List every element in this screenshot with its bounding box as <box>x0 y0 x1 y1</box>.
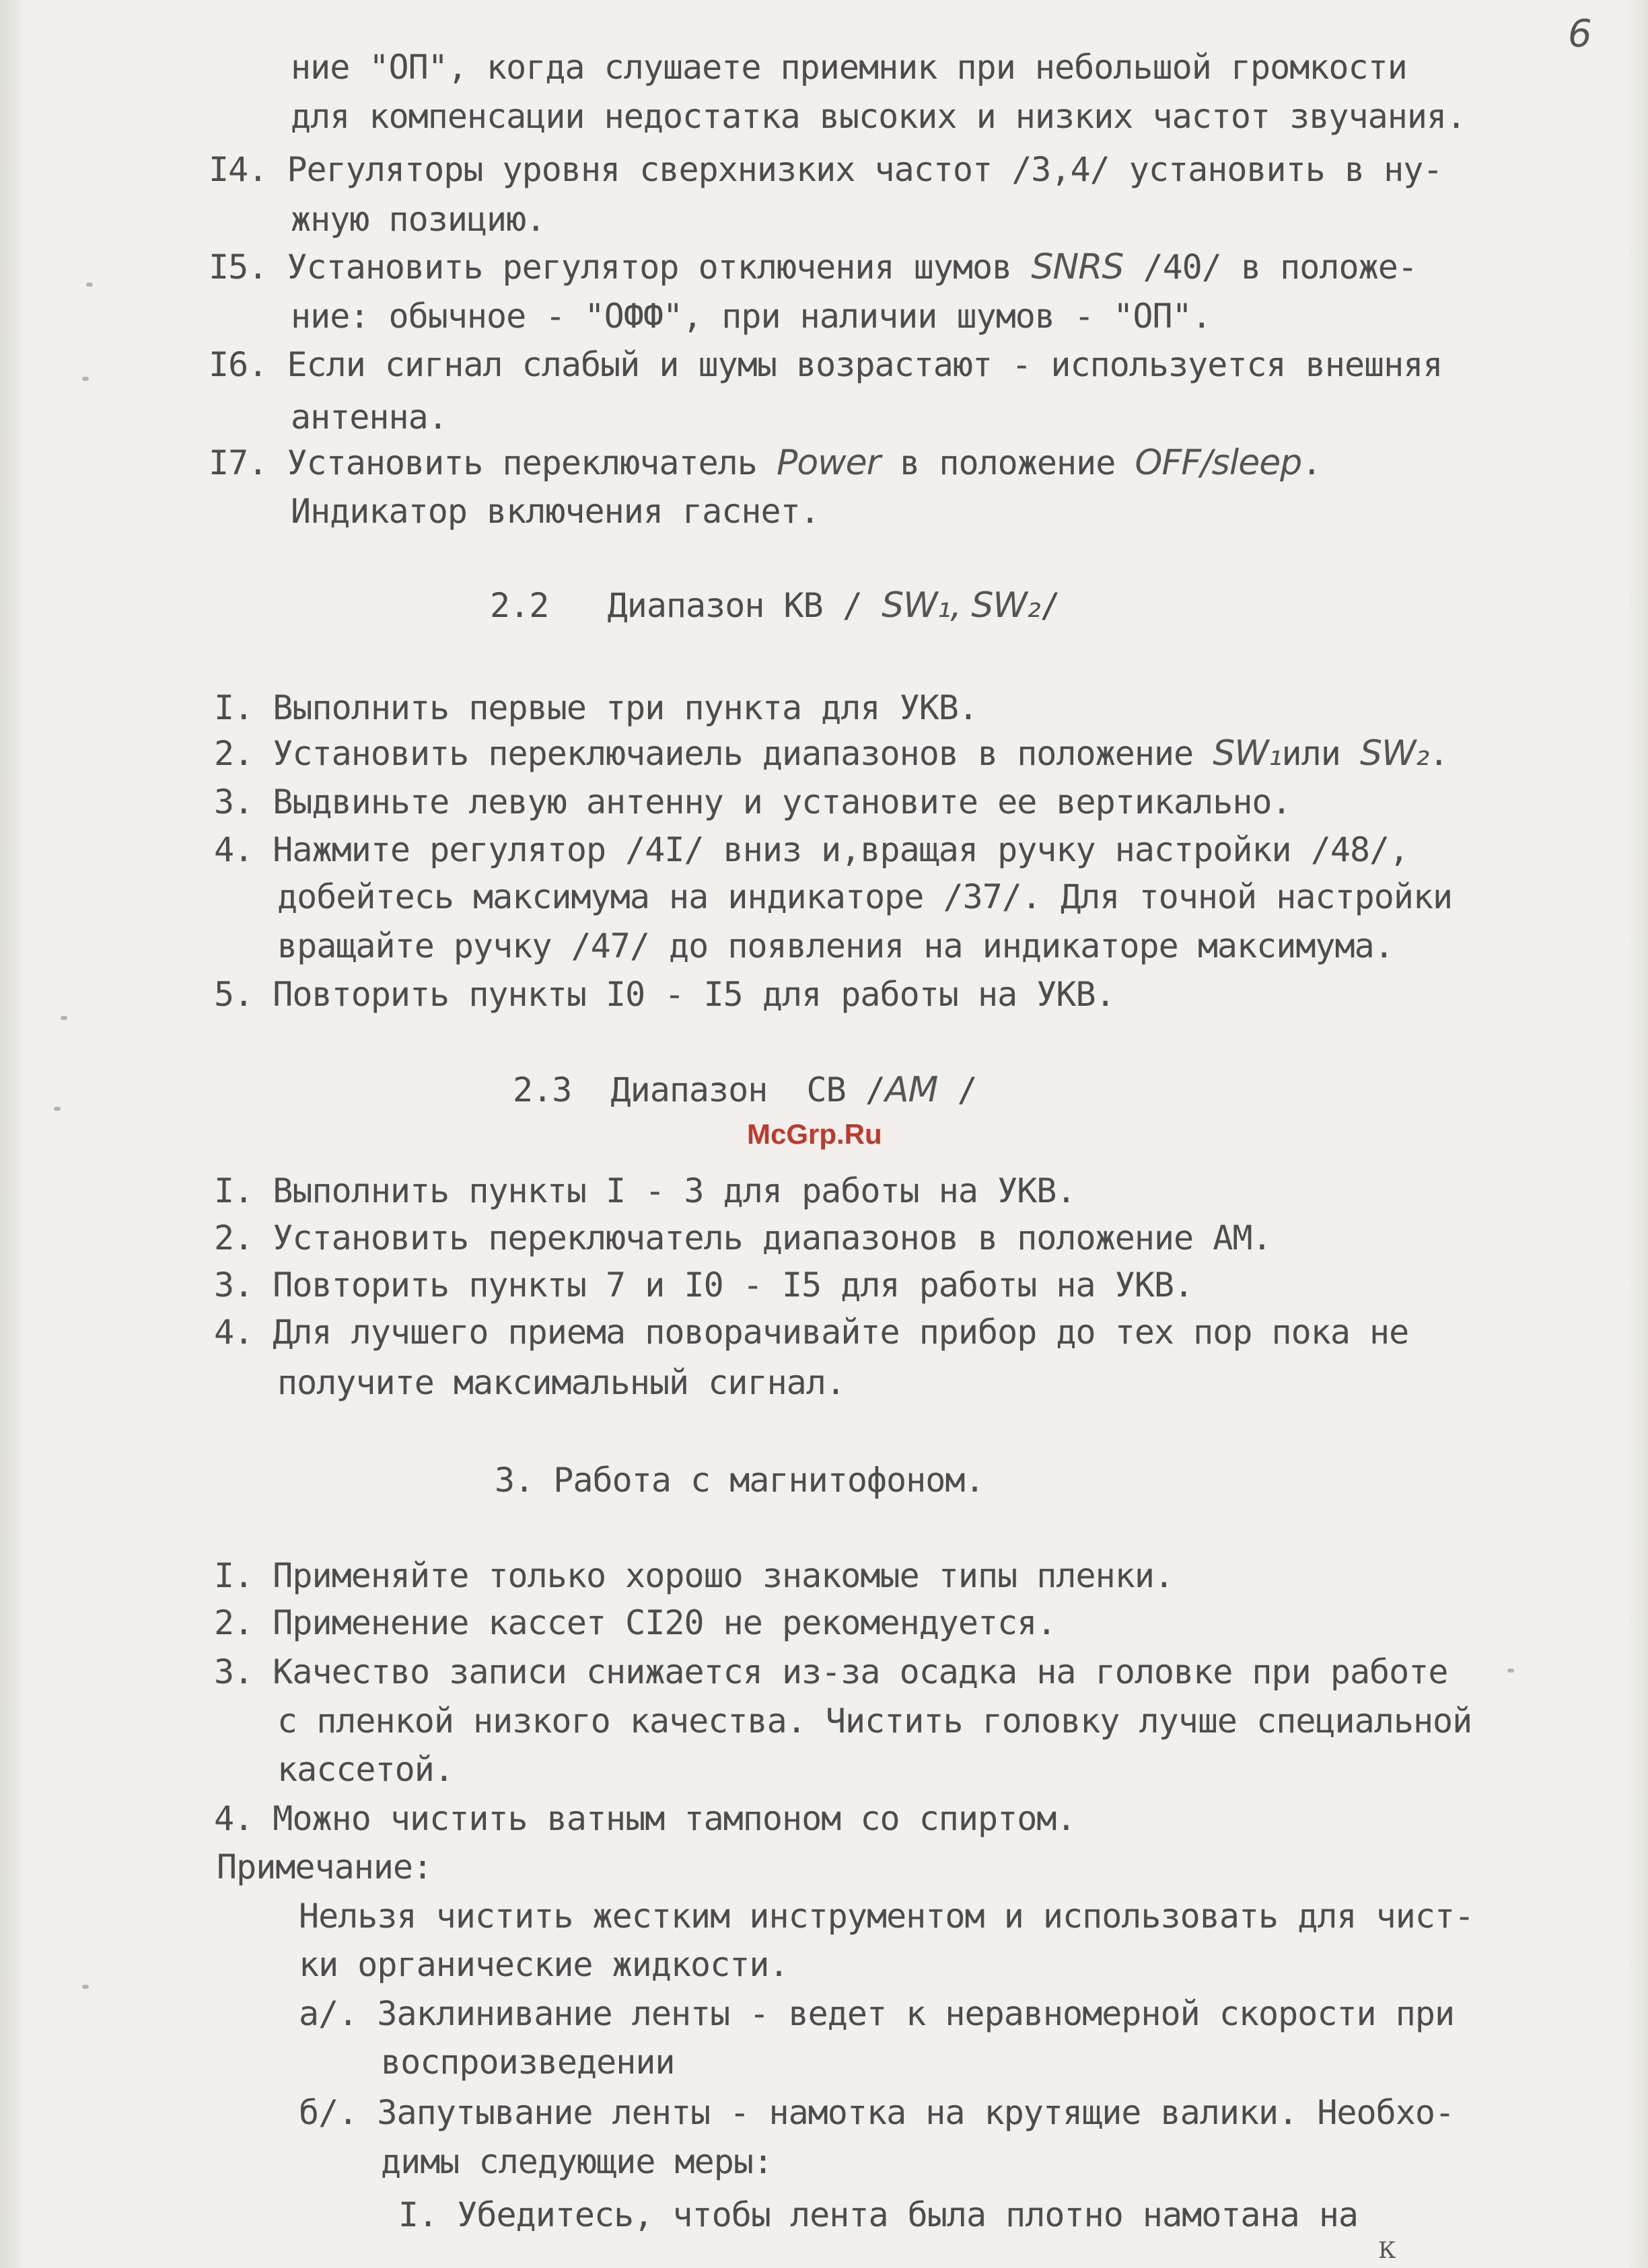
text-line: 2. Применение кассет CI20 не рекомендуется. <box>214 1603 1056 1642</box>
text-line: антенна. <box>291 398 447 437</box>
text-segment: /40/ в положе- <box>1123 248 1417 287</box>
text-line: I. Убедитесь, чтобы лента была плотно намотана на <box>398 2195 1359 2234</box>
text-line: жную позицию. <box>291 200 546 239</box>
text-line: I. Применяйте только хорошо знакомые типы пленки. <box>214 1556 1174 1595</box>
text-line: 3. Выдвиньте левую антенну и установите ее вертикально. <box>214 782 1291 821</box>
text-line: димы следующие меры: <box>381 2142 773 2181</box>
text-segment: I5. Установить регулятор отключения шумов <box>209 248 1032 287</box>
page-number: 6 <box>1568 12 1592 56</box>
text-line: а/. Заклинивание ленты - ведет к неравномерной скорости при <box>299 1994 1455 2033</box>
handwritten-power: Power <box>776 443 881 483</box>
section-heading-2-3 <box>513 1070 977 1110</box>
text-segment: . <box>1301 443 1322 482</box>
text-segment: 2. Установить переключаиель диапазонов в положение <box>214 734 1213 773</box>
text-line: 4. Для лучшего приема поворачивайте прибор до тех пор пока не <box>214 1313 1409 1352</box>
text-line: вращайте ручку /47/ до появления на индикаторе максимума. <box>277 926 1394 965</box>
text-line-sw <box>214 733 1448 774</box>
scan-speck <box>86 283 93 287</box>
text-line: б/. Запутывание ленты - намотка на крутящие валики. Необхо- <box>299 2093 1455 2132</box>
watermark: McGrp.Ru <box>747 1118 882 1150</box>
text-segment: в положение <box>880 443 1135 482</box>
text-line: ние "ОП", когда слушаете приемник при небольшой громкости <box>291 48 1407 87</box>
note-label: Примечание: <box>217 1848 433 1887</box>
scan-speck <box>82 377 89 381</box>
text-line: 5. Повторить пункты I0 - I5 для работы на УКВ. <box>214 975 1115 1014</box>
text-line-snrs <box>209 247 1417 287</box>
handwritten-sw1: SW₁ <box>1213 733 1282 774</box>
text-segment: . <box>1429 734 1449 773</box>
text-line: воспроизведении <box>381 2043 675 2082</box>
text-line-power <box>209 443 1321 483</box>
text-line: добейтесь максимума на индикаторе /37/. Для точной настройки <box>277 877 1453 916</box>
text-line: 3. Качество записи снижается из-за осадка на головке при работе <box>214 1652 1448 1691</box>
scan-speck <box>82 1985 89 1989</box>
text-segment: / <box>1040 586 1060 625</box>
scan-speck <box>54 1107 61 1111</box>
text-line: I4. Регуляторы уровня сверхнизких частот /3,4/ установить в ну- <box>209 150 1443 189</box>
page-left-shadow <box>0 0 27 2268</box>
text-line: I. Выполнить первые три пункта для УКВ. <box>214 688 978 727</box>
text-line: получите максимальный сигнал. <box>277 1363 845 1402</box>
text-segment: / <box>937 1070 977 1109</box>
text-segment: или <box>1281 734 1360 773</box>
handwritten-sw: SW₁, SW₂ <box>882 585 1040 626</box>
text-line: Нельзя чистить жестким инструментом и использовать для чист- <box>299 1897 1474 1936</box>
page-right-shadow <box>1628 0 1648 2268</box>
text-line: 4. Нажмите регулятор /4I/ вниз и,вращая ручку настройки /48/, <box>214 830 1409 869</box>
text-line: I6. Если сигнал слабый и шумы возрастают - используется внешняя <box>209 345 1443 384</box>
text-line: ки органические жидкости. <box>299 1945 789 1984</box>
handwritten-am: AM <box>884 1070 938 1110</box>
scan-speck <box>1507 1669 1514 1673</box>
text-segment: 2.2 Диапазон КВ / <box>490 586 882 625</box>
text-line: 3. Повторить пункты 7 и I0 - I5 для работы на УКВ. <box>214 1266 1194 1305</box>
text-segment: 2.3 Диапазон СВ / <box>513 1070 885 1109</box>
section-heading-2-2 <box>490 585 1060 626</box>
corner-mark: К <box>1378 2237 1396 2264</box>
text-line: с пленкой низкого качества. Чистить головку лучше специальной <box>277 1702 1472 1741</box>
section-heading-3: 3. Работа с магнитофоном. <box>495 1461 984 1500</box>
text-line: I. Выполнить пункты I - 3 для работы на УКВ. <box>214 1171 1076 1210</box>
scan-speck <box>61 1016 67 1020</box>
handwritten-off-sleep: OFF/sleep <box>1135 443 1302 483</box>
text-line: ние: обычное - "ОФФ", при наличии шумов - "ОП". <box>291 297 1211 336</box>
handwritten-snrs: SNRS <box>1031 247 1124 287</box>
handwritten-sw2: SW₂ <box>1359 733 1429 774</box>
text-line: кассетой. <box>277 1750 454 1789</box>
text-line: 2. Установить переключатель диапазонов в положение АМ. <box>214 1218 1272 1257</box>
text-line: Индикатор включения гаснет. <box>291 492 820 531</box>
text-line: 4. Можно чистить ватным тампоном со спиртом. <box>214 1799 1076 1838</box>
text-line: для компенсации недостатка высоких и низких частот звучания. <box>291 97 1466 136</box>
text-segment: I7. Установить переключатель <box>209 443 777 482</box>
